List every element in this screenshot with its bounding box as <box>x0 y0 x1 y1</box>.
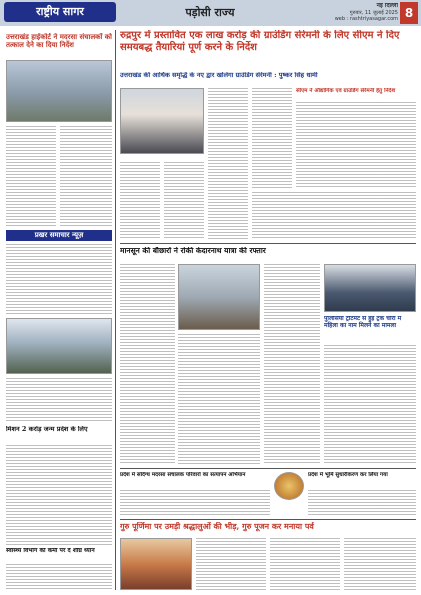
masthead-meta <box>306 3 398 23</box>
article-text <box>6 244 112 314</box>
article-text <box>252 88 292 188</box>
top-left-headline: उत्तराखंड हाईकोर्ट ने मदरसा संचालकों को तत्काल देने का दिया निर्देश <box>6 33 112 50</box>
kedarnath-photo <box>178 264 260 330</box>
section-divider <box>120 468 416 469</box>
article-text <box>252 192 416 240</box>
mid-right-headline: सीएम ने औद्योगिक एवं ग्राउंडिंग सेरेमनी हेतु निर्देश <box>296 88 396 94</box>
police-headline: पुलिसिया ट्रीटमेंट से हुई ट्रक चोरी में महिला का नाम मिलने का मामला <box>324 316 402 329</box>
article-text <box>164 162 204 240</box>
masthead-date: गुरुवार, 11 जुलाई 2025 <box>349 9 398 16</box>
building-photo <box>6 60 112 122</box>
article-text <box>60 126 112 226</box>
lead-subheadline: उत्तराखंड की आर्थिक समृद्धि के नए द्वार खोलेगा ग्राउंडिंग सेरेमनी : पुष्कर सिंह धामी <box>120 72 318 79</box>
devotees-photo <box>120 538 192 590</box>
article-text <box>120 162 160 240</box>
column-divider <box>115 30 116 590</box>
newspaper-logo: राष्ट्रीय सागर <box>4 2 116 22</box>
article-text <box>270 538 340 590</box>
article-text <box>6 126 56 226</box>
article-text <box>6 378 112 423</box>
article-text <box>120 490 270 516</box>
article-text <box>178 334 260 464</box>
article-text <box>344 538 416 590</box>
masthead-city: नई दिल्ली <box>376 3 398 9</box>
chief-minister-photo <box>120 88 204 154</box>
emblem-image <box>274 472 304 500</box>
article-text <box>196 538 266 590</box>
monsoon-headline: मानसून की बौछारों ने रोकी केदारनाथ यात्रा की रफ्तार <box>120 247 266 255</box>
lead-headline: रुद्रपुर में प्रस्तावित एक लाख करोड़ की ग्राउंडिंग सेरेमनी के लिए सीएम ने दिए समयबद्ध तैयारियां पूर्ण करने के निर्देश <box>120 30 400 53</box>
police-officer-photo <box>324 264 416 312</box>
mountain-photo <box>6 318 112 374</box>
article-text <box>324 345 416 464</box>
small-headline: स्वास्थ्य विभाग की कमी पर दें शीघ्र ध्यान <box>6 548 95 554</box>
section-title: पड़ोसी राज्य <box>185 6 235 19</box>
guru-purnima-headline: गुरु पूर्णिमा पर उमड़ी श्रद्धालुओं की भीड़, गुरु पूजन कर मनाया पर्व <box>120 522 314 531</box>
page-number: 8 <box>400 2 418 24</box>
photo-caption <box>120 156 204 161</box>
article-text <box>208 88 248 240</box>
right-bottom-headline: प्रदेश में भूमि सुधारीकरण कर लिया गया <box>308 472 388 478</box>
masthead-web: web : rashtriyasagar.com <box>334 16 398 22</box>
left-bottom-headline: मिशन 2 करोड़ जन्म प्रदेश के लिए <box>6 426 88 433</box>
section-divider <box>120 243 416 244</box>
news-box-heading: प्रखर समाचार न्यूज़ <box>6 230 112 241</box>
article-text <box>296 102 416 188</box>
article-text <box>6 445 112 545</box>
article-text <box>120 264 175 464</box>
article-text <box>264 264 320 464</box>
center-bottom-headline: प्रदेश में संदिग्ध मदरसा संचालक परिवारों का सत्यापन अभियान <box>120 472 246 478</box>
section-divider <box>120 519 416 520</box>
article-text <box>6 564 112 590</box>
article-text <box>308 490 416 516</box>
